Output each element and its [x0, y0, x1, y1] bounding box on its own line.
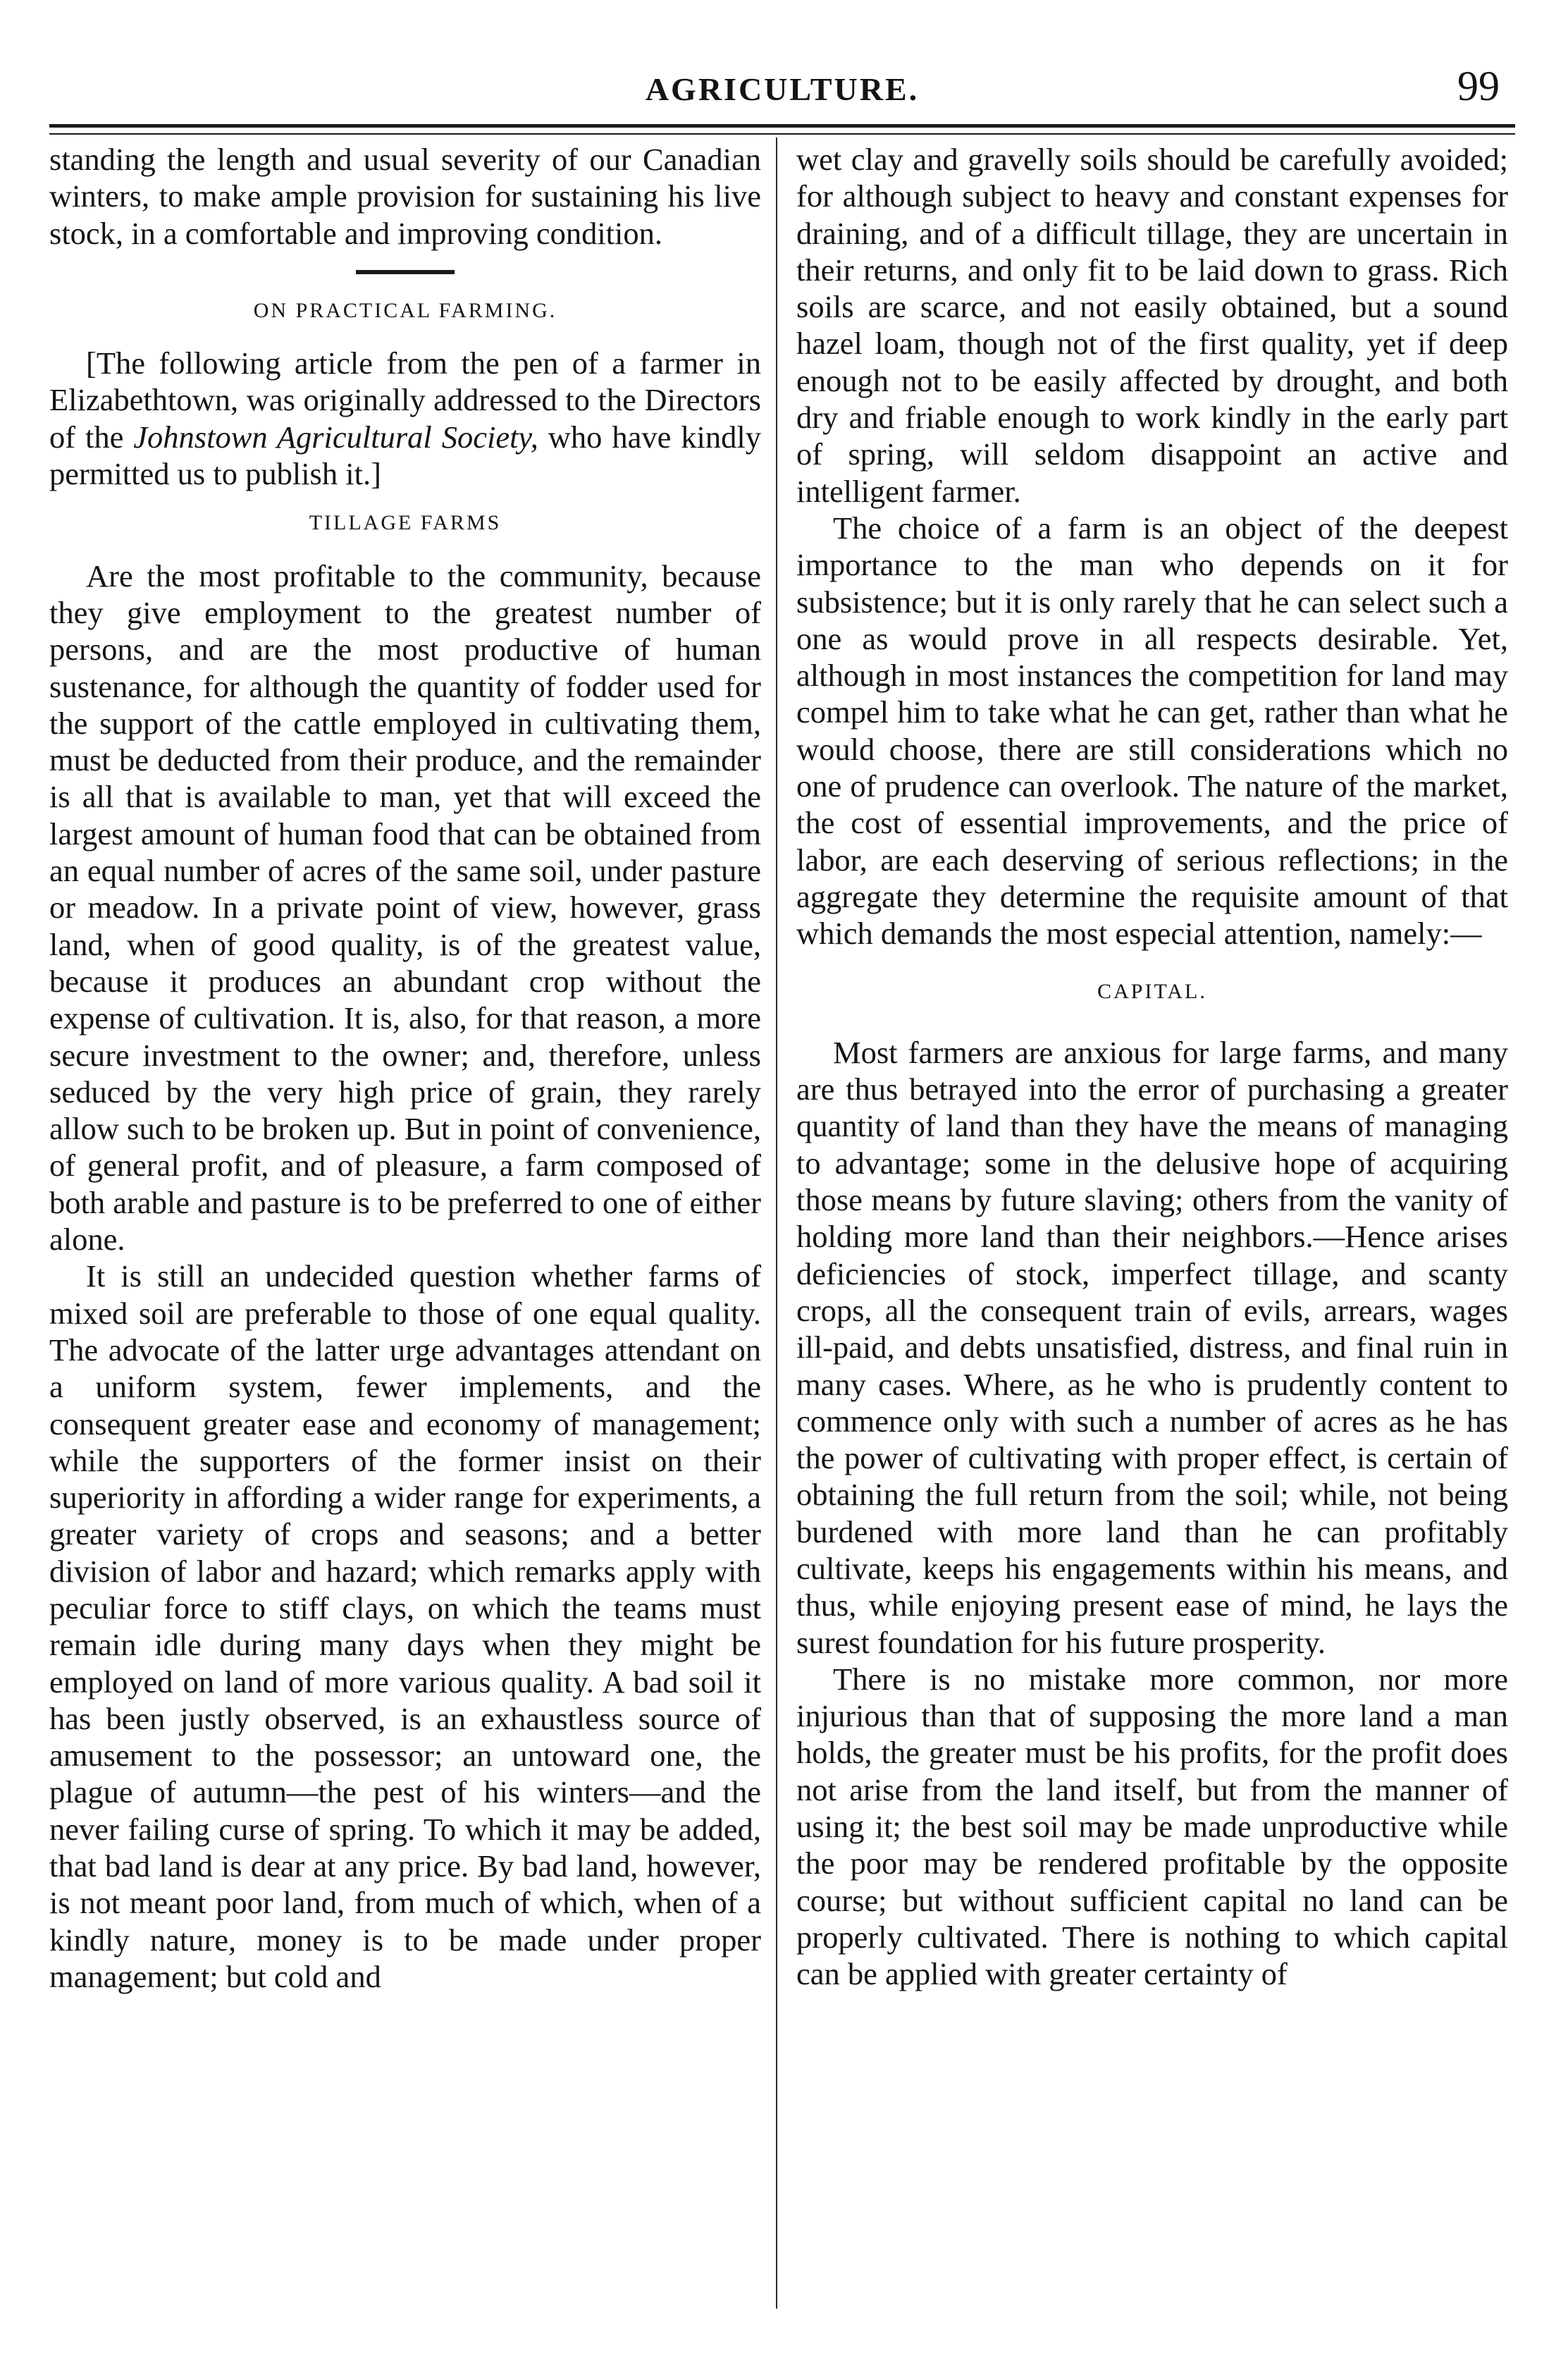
page-number: 99: [1457, 63, 1500, 109]
section-divider: [356, 270, 455, 274]
paragraph: It is still an undecided question whether farms of mixed soil are preferable to those of one equal quality. The advocate of the latter urge advantages attendant on a uniform system, fewer implements, and the consequent greater ease and economy of management; while the supporters of the former insist on their superiority in affording a wider range for experiments, a greater variety of crops and seasons; and a better division of labor and hazard; which remarks apply with peculiar force to stiff clays, on which the teams must remain idle during many days when they might be employed on land of more various quality. A bad soil it has been justly observed, is an exhaustless source of amusement to the possessor; an untoward one, the plague of autumn—the pest of his winters—and the never failing curse of spring. To which it may be added, that bad land is dear at any price. By bad land, however, is not meant poor land, from much of which, when of a kindly nature, money is to be made under proper management; but cold and: [49, 1258, 761, 1994]
article-heading: ON PRACTICAL FARMING.: [253, 298, 557, 322]
paragraph: standing the length and usual severity of our Canadian winters, to make ample provision for sustaining his live stock, in a comfortable and improving condition.: [49, 142, 761, 251]
paragraph: The choice of a farm is an object of the deepest importance to the man who depends on it for subsistence; but it is only rarely that he can select such a one as would prove in all respects desirable. Yet, although in most instances the competition for land may compel him to take what he can get, rather than what he would choose, there are still considerations which no one of prudence can overlook. The nature of the market, the cost of essential improvements, and the price of labor, are each deserving of serious reflections; in the aggregate they determine the requisite amount of that which demands the most especial attention, namely:—: [796, 510, 1508, 952]
note-society-name: Johnstown Agricultural Society,: [133, 419, 538, 455]
note-text-2: who have kindly permitted us to publish it.]: [49, 419, 761, 492]
note-text-1: [The following article from the pen of a farmer in Elizabethtown, was originally addressed to the Directors of the: [49, 345, 761, 455]
editorial-note: [49, 345, 761, 492]
subheading: CAPITAL.: [1097, 979, 1207, 1003]
running-head: [49, 65, 1515, 121]
paragraph: Most farmers are anxious for large farms, and many are thus betrayed into the error of purchasing a greater quantity of land than they have the means of managing to advantage; some in the delusive hope of acquiring those means by future slaving; others from the vanity of holding more land than their neighbors.—Hence arises deficiencies of stock, imperfect tillage, and scanty crops, all the consequent train of evils, arrears, wages ill-paid, and debts unsatisfied, distress, and final ruin in many cases. Where, as he who is prudently content to commence only with such a number of acres as he has the power of cultivating with proper effect, is certain of obtaining the full return from the soil; while, not being burdened with more land than he can profitably cultivate, keeps his engagements within his means, and thus, while enjoying present ease of mind, he lays the surest foundation for his future prosperity.: [796, 1034, 1508, 1660]
column-divider: [776, 137, 777, 2309]
header-rule-thin: [49, 133, 1515, 135]
left-column: [49, 141, 761, 1995]
paragraph: wet clay and gravelly soils should be carefully avoided; for although subject to heavy and constant expenses for draining, and of a difficult tillage, they are uncertain in their returns, and only fit to be laid down to grass. Rich soils are scarce, and not easily obtained, but a sound hazel loam, though not of the first quality, yet if deep enough not to be easily affected by drought, and both dry and friable enough to work kindly in the early part of spring, will seldom disappoint an active and intelligent farmer.: [796, 142, 1508, 509]
header-rule-thick: [49, 124, 1515, 128]
right-column: [796, 141, 1508, 1993]
section-title: AGRICULTURE.: [645, 71, 920, 107]
paragraph: Are the most profitable to the community, because they give employment to the greatest number of persons, and are the most productive of human sustenance, for although the quantity of fodder used for the support of the cattle employed in cultivating them, must be deducted from their produce, and the remainder is all that is available to man, yet that will exceed the largest amount of human food that can be obtained from an equal number of acres of the same soil, under pasture or meadow. In a private point of view, however, grass land, when of good quality, is of the greatest value, because it produces an abundant crop without the expense of cultivation. It is, also, for that reason, a more secure investment to the owner; and, therefore, unless seduced by the very high price of grain, they rarely allow such to be broken up. But in point of convenience, of general profit, and of pleasure, a farm composed of both arable and pasture is to be preferred to one of either alone.: [49, 558, 761, 1258]
subheading: TILLAGE FARMS: [309, 511, 502, 535]
paragraph: There is no mistake more common, nor more injurious than that of supposing the more land a man holds, the greater must be his profits, for the profit does not arise from the land itself, but from the manner of using it; the best soil may be made unproductive while the poor may be rendered profitable by the opposite course; but without sufficient capital no land can be properly cultivated. There is nothing to which capital can be applied with greater certainty of: [796, 1661, 1508, 1992]
